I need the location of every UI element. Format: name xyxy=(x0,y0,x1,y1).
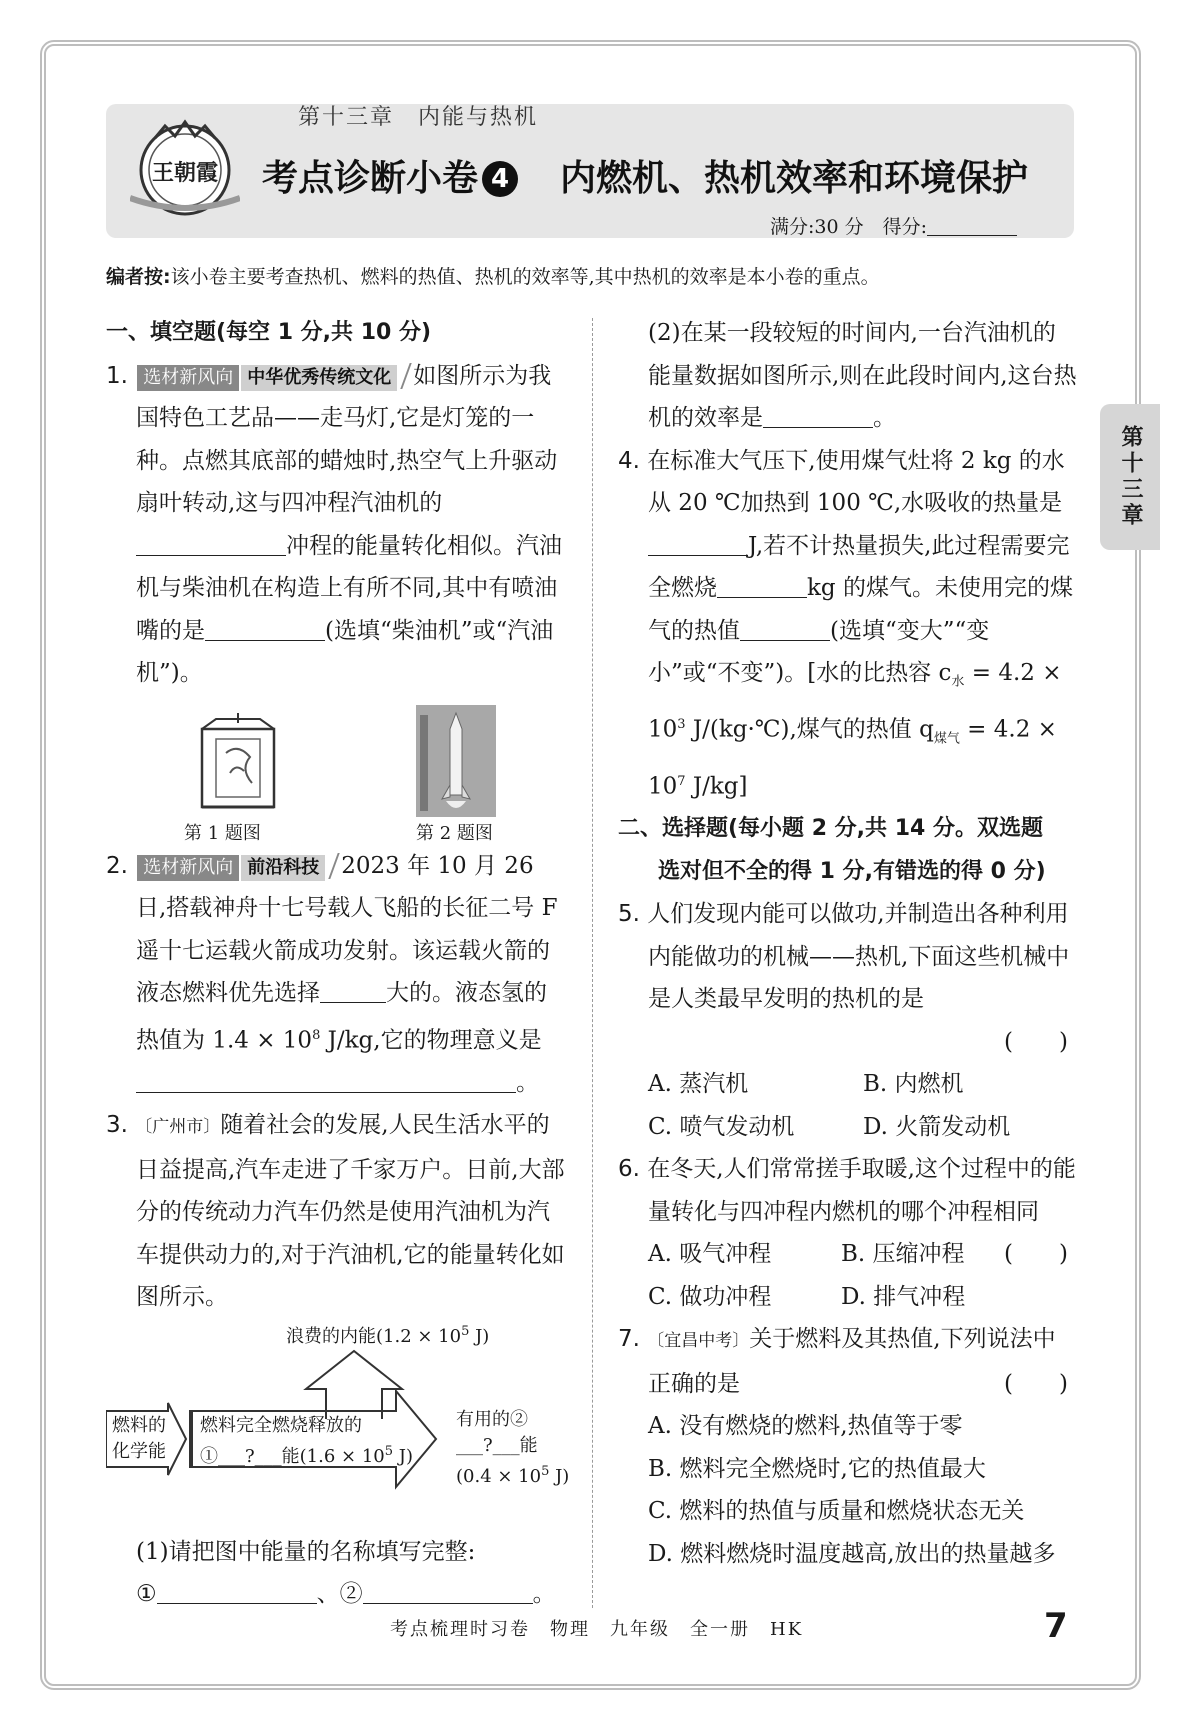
q1-tag-topic: 中华优秀传统文化 xyxy=(241,365,397,391)
q7-option-d[interactable]: D. 燃料燃烧时温度越高,放出的热量越多 xyxy=(648,1540,1056,1567)
editor-note-label: 编者按: xyxy=(106,266,171,288)
q2-blank-1[interactable] xyxy=(320,1002,386,1003)
svg-text:王朝霞: 王朝霞 xyxy=(151,160,219,186)
score-label: 得分: xyxy=(882,216,928,238)
q6-option-b[interactable]: B. 压缩冲程 xyxy=(841,1241,965,1267)
q3-blank-3[interactable] xyxy=(763,427,873,428)
q2-tag-topic: 前沿科技 xyxy=(241,855,325,881)
flow-waste-end: J) xyxy=(469,1325,490,1347)
q4-text-c: kg 的煤气。未使用完的煤气的热值 xyxy=(648,575,1073,644)
flow-out-exp: 5 xyxy=(541,1463,550,1479)
chapter-side-tab: 第十三章 xyxy=(1100,404,1160,550)
energy-flow-diagram xyxy=(106,1319,570,1531)
flow-mid-text: ①___?___能(1.6 × 10 xyxy=(200,1445,385,1467)
q5-option-d[interactable]: D. 火箭发动机 xyxy=(863,1113,1011,1140)
q6-text: 在冬天,人们常常搓手取暖,这个过程中的能量转化与四冲程内燃机的哪个冲程相同 xyxy=(647,1156,1076,1225)
q6-number: 6. xyxy=(618,1156,640,1182)
title-main: 考点诊断小卷 xyxy=(262,158,479,199)
q1-blank-1[interactable] xyxy=(136,555,286,556)
flow-out-label-3 xyxy=(456,1459,569,1490)
flow-mid-end: J) xyxy=(393,1445,413,1467)
score-line xyxy=(770,212,1017,239)
section2-title-1: 二、选择题(每小题 2 分,共 14 分。双选题 xyxy=(618,816,1043,841)
q6-options xyxy=(618,1233,1034,1318)
q4-text-d: (选填“变大”“变小”或“不变”)。[水的比热容 c xyxy=(648,617,990,686)
lantern-figure xyxy=(196,713,280,813)
question-1 xyxy=(106,355,566,695)
flow-mid-label-1: 燃料完全燃烧释放的 xyxy=(200,1414,362,1436)
q7-region: 〔宜昌中考〕 xyxy=(647,1331,750,1351)
q7-option-a[interactable]: A. 没有燃烧的燃料,热值等于零 xyxy=(648,1413,963,1439)
q5-option-b[interactable]: B. 内燃机 xyxy=(863,1071,964,1097)
q3-text: 随着社会的发展,人民生活水平的日益提高,汽车走进了千家万户。日前,大部分的传统动力汽车仍然是使用汽油机为汽车提供动力的,对于汽油机,它的能量转化如图所示。 xyxy=(136,1112,565,1311)
q1-blank-2[interactable] xyxy=(205,640,325,641)
q5-options xyxy=(618,1063,1078,1148)
q1-tag-new: 选材新风向 xyxy=(137,365,239,391)
q5-text: 人们发现内能可以做功,并制造出各种利用内能做功的机械——热机,下面这些机械中是人类最早发明的热机的是 xyxy=(647,901,1070,1012)
flow-out-label-2: ___?___能 xyxy=(456,1434,538,1456)
q2-text-c: J/kg,它的物理意义是 xyxy=(320,1027,542,1054)
q3-sub2-text: (2)在某一段较短的时间内,一台汽油机的能量数据如图所示,则在此段时间内,这台热机的效率是 xyxy=(648,320,1077,431)
q6-answer-paren[interactable]: ( ) xyxy=(1004,1241,1068,1267)
title-number: 4 xyxy=(482,161,518,197)
figure-2-caption: 第 2 题图 xyxy=(416,822,493,844)
q7-answer-paren[interactable]: ( ) xyxy=(1004,1370,1068,1397)
q5-option-c[interactable]: C. 喷气发动机 xyxy=(648,1113,795,1140)
q4-sub-water: 水 xyxy=(951,674,965,690)
flow-waste-exp: 5 xyxy=(461,1323,470,1339)
q3-blank-2[interactable] xyxy=(363,1603,533,1604)
q7-number: 7. xyxy=(618,1326,640,1352)
q3-sub1-mark-a: ① xyxy=(136,1581,157,1608)
title-subject: 内燃机、热机效率和环境保护 xyxy=(560,158,1029,199)
flow-waste-label xyxy=(286,1319,489,1350)
rocket-icon xyxy=(416,705,496,817)
q3-number: 3. xyxy=(106,1112,128,1139)
section1-title: 一、填空题(每空 1 分,共 10 分) xyxy=(106,320,432,345)
question-3 xyxy=(106,1104,566,1319)
column-divider xyxy=(592,318,593,1608)
q1-number: 1. xyxy=(106,362,128,389)
flow-mid-exp: 5 xyxy=(384,1443,394,1459)
question-5 xyxy=(618,893,1078,1021)
flow-out-label-1: 有用的② xyxy=(456,1408,528,1430)
right-column xyxy=(618,312,1078,1575)
q6-option-a[interactable]: A. 吸气冲程 xyxy=(648,1241,772,1267)
q2-number: 2. xyxy=(106,852,128,879)
q4-blank-1[interactable] xyxy=(648,555,748,556)
q4-text-h: J/kg] xyxy=(685,773,748,800)
q1-text-a: 如图所示为我国特色工艺品——走马灯,它是灯笼的一种。点燃其底部的蜡烛时,热空气上升驱动扇叶转动,这与四冲程汽油机的 xyxy=(136,362,558,516)
q4-text-b: J,若不计热量损失,此过程需要完全燃烧 xyxy=(648,532,1070,601)
q3-sub1-answers xyxy=(106,1573,566,1616)
publisher-logo xyxy=(130,118,240,222)
chapter-title: 第十三章 内能与热机 xyxy=(298,105,539,130)
q2-tag-new: 选材新风向 xyxy=(137,855,239,881)
question-2 xyxy=(106,845,566,1105)
q4-text-e: = 4.2 × 10 xyxy=(648,660,1062,743)
q2-text-d: 。 xyxy=(516,1069,539,1096)
editor-note xyxy=(106,262,1076,292)
q6-option-d[interactable]: D. 排气冲程 xyxy=(841,1283,966,1310)
q2-text-a: 2023 年 10 月 26 日,搭载神舟十七号载人飞船的长征二号 F 遥十七运载火箭成功发射。该运载火箭的液态燃料优先选择 xyxy=(136,852,558,1006)
q1-text-b: 冲程的能量转化相似。汽油机与柴油机在构造上有所不同,其中有喷油嘴的是 xyxy=(136,532,562,644)
left-column xyxy=(106,312,570,1616)
score-blank[interactable] xyxy=(927,235,1017,236)
q4-sub-gas: 煤气 xyxy=(933,731,960,747)
q4-exp-1: 3 xyxy=(677,717,686,733)
q3-blank-1[interactable] xyxy=(157,1603,317,1604)
page-footer: 考点梳理时习卷 物理 九年级 全一册 HK xyxy=(390,1619,804,1640)
q4-text-f: J/(kg·℃),煤气的热值 q xyxy=(685,716,934,743)
full-score: 满分:30 分 xyxy=(770,216,864,238)
question-7 xyxy=(618,1318,1078,1405)
figures-row xyxy=(106,695,566,845)
editor-note-text: 该小卷主要考查热机、燃料的热值、热机的效率等,其中热机的效率是本小卷的重点。 xyxy=(170,266,880,288)
q6-option-c[interactable]: C. 做功冲程 xyxy=(648,1283,772,1310)
flow-fuel-label-1: 燃料的 xyxy=(112,1414,166,1436)
q3-sub1: (1)请把图中能量的名称填写完整: xyxy=(136,1538,476,1565)
section2-title-2: 选对但不全的得 1 分,有错选的得 0 分) xyxy=(658,858,1046,884)
q7-text: 关于燃料及其热值,下列说法中正确的是 xyxy=(648,1326,1056,1397)
page-number: 7 xyxy=(1044,1606,1068,1646)
q3-region: 〔广州市〕 xyxy=(135,1117,221,1138)
q2-text-b: 大的。液态氢的热值为 1.4 × 10 xyxy=(136,980,547,1054)
q4-number: 4. xyxy=(618,447,640,474)
q4-exp-2: 7 xyxy=(677,773,686,789)
q3-sub2-end: 。 xyxy=(873,405,896,431)
flow-out-text: (0.4 × 10 xyxy=(456,1465,542,1487)
q1-text-c: (选填“柴油机”或“汽油机”)。 xyxy=(136,617,554,686)
q5-answer-paren[interactable]: ( ) xyxy=(1004,1028,1068,1055)
q3-sub1-mark-b: 、② xyxy=(316,1581,363,1608)
rocket-photo xyxy=(416,705,496,817)
q2-blank-2[interactable] xyxy=(136,1092,516,1093)
q7-option-c[interactable]: C. 燃料的热值与质量和燃烧状态无关 xyxy=(648,1498,1025,1524)
q4-blank-2[interactable] xyxy=(717,597,807,598)
figure-1-caption: 第 1 题图 xyxy=(184,822,261,844)
q3-sub2 xyxy=(618,312,1078,440)
question-4 xyxy=(618,440,1078,809)
q3-sub1-end: 。 xyxy=(532,1581,556,1608)
flow-waste-text: 浪费的内能(1.2 × 10 xyxy=(286,1325,462,1347)
q4-blank-3[interactable] xyxy=(740,640,830,641)
q4-text-a: 在标准大气压下,使用煤气灶将 2 kg 的水从 20 ℃加热到 100 ℃,水吸收的热量是 xyxy=(647,447,1065,516)
q4-text-g: = 4.2 × 10 xyxy=(648,716,1057,800)
q2-exponent: 8 xyxy=(312,1027,321,1043)
q7-option-b[interactable]: B. 燃料完全燃烧时,它的热值最大 xyxy=(648,1455,986,1482)
q5-number: 5. xyxy=(618,901,640,927)
flow-mid-label-2 xyxy=(200,1439,413,1470)
q5-option-a[interactable]: A. 蒸汽机 xyxy=(648,1071,749,1097)
flow-fuel-label-2: 化学能 xyxy=(112,1440,166,1462)
flow-out-end: J) xyxy=(549,1465,570,1487)
quiz-title xyxy=(262,150,1028,201)
